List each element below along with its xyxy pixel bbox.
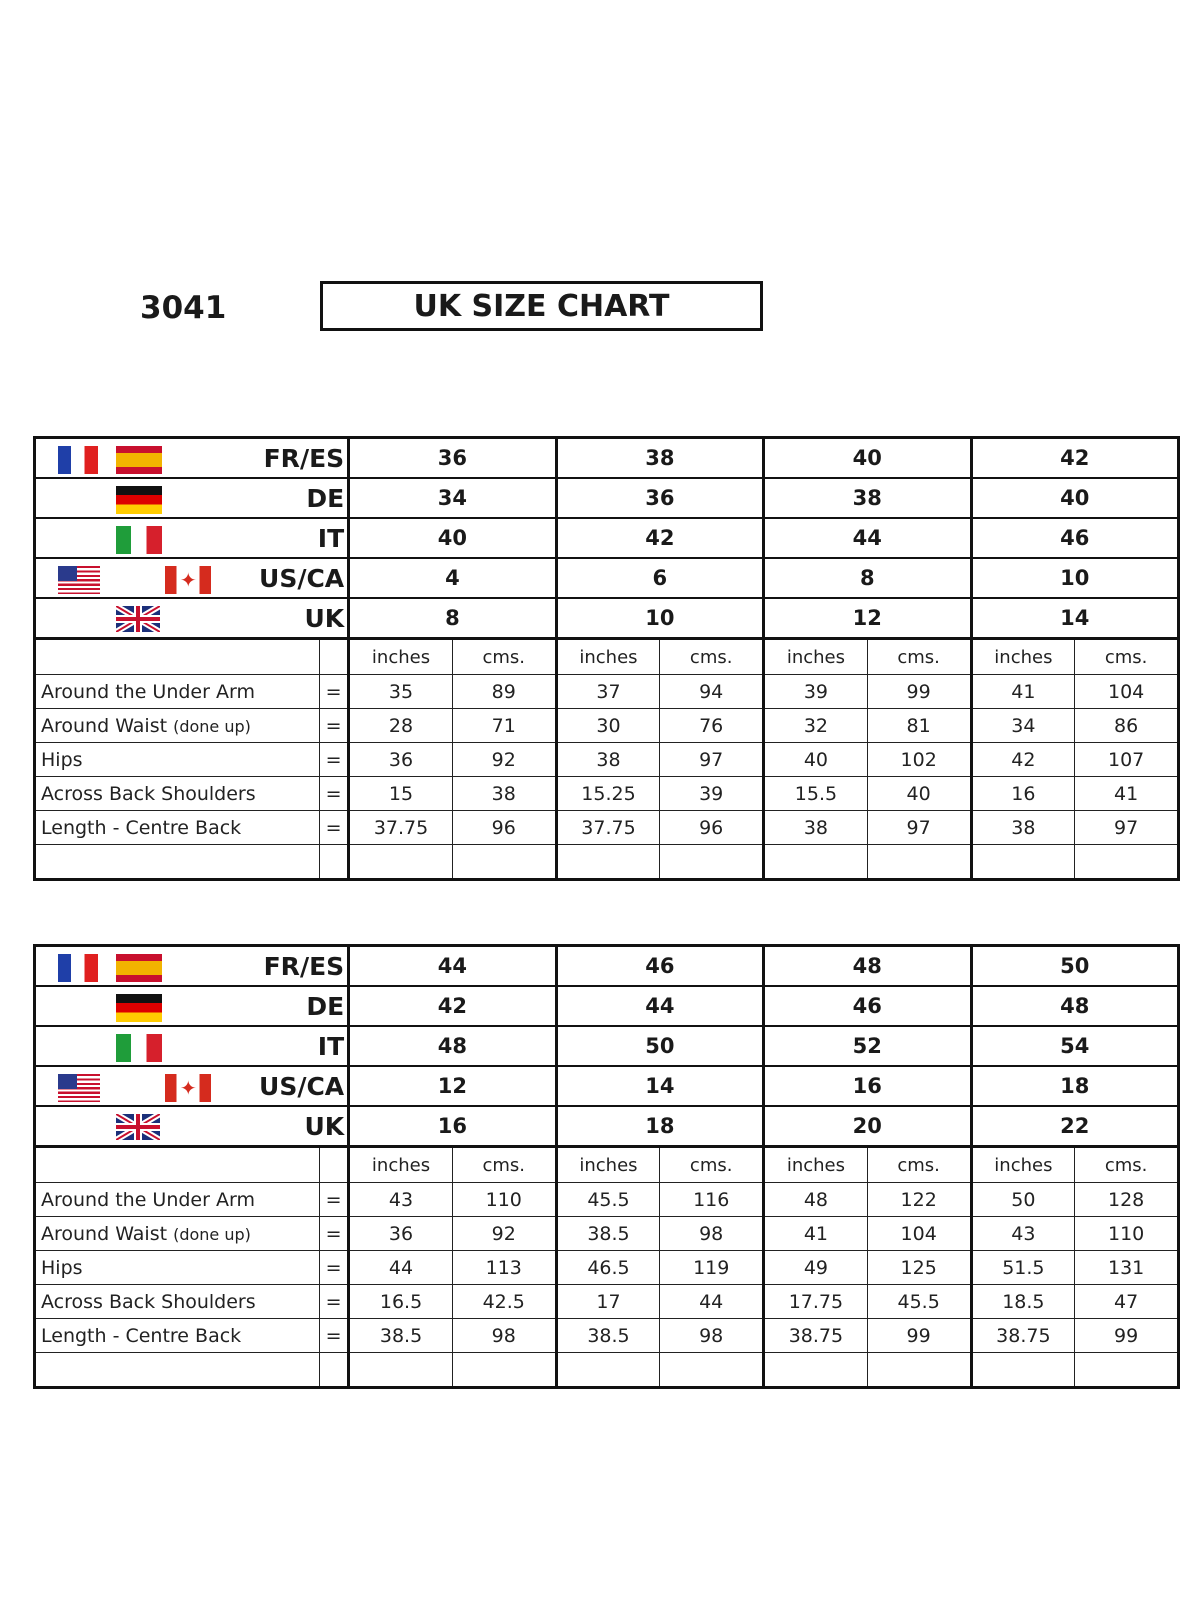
value-cell: 34 [971, 709, 1075, 743]
value-cell: 89 [452, 675, 556, 709]
size-cell: 40 [764, 438, 971, 479]
size-row-it [35, 518, 1179, 558]
size-cell: 48 [764, 946, 971, 987]
value-cell: 42.5 [452, 1285, 556, 1319]
size-row-usca [35, 1066, 1179, 1106]
italy-flag-icon [116, 526, 162, 554]
value-cell: 92 [452, 1217, 556, 1251]
value-cell: 43 [349, 1183, 453, 1217]
size-cell: 16 [349, 1106, 556, 1147]
size-cell: 46 [556, 946, 763, 987]
size-cell: 12 [764, 598, 971, 639]
value-cell: 86 [1075, 709, 1179, 743]
value-cell: 50 [971, 1183, 1075, 1217]
size-cell: 54 [971, 1026, 1178, 1066]
equals-sign: = [319, 1217, 348, 1251]
value-cell: 45.5 [556, 1183, 660, 1217]
size-cell: 48 [349, 1026, 556, 1066]
value-cell: 18.5 [971, 1285, 1075, 1319]
value-cell: 40 [867, 777, 971, 811]
value-cell: 125 [867, 1251, 971, 1285]
country-label: FR/ES [263, 952, 345, 981]
measure-row-length [35, 811, 1179, 845]
size-cell: 8 [349, 598, 556, 639]
measure-row-hips [35, 1251, 1179, 1285]
size-cell: 40 [349, 518, 556, 558]
value-cell: 48 [764, 1183, 868, 1217]
value-cell: 38 [452, 777, 556, 811]
equals-sign: = [319, 1285, 348, 1319]
size-cell: 10 [971, 558, 1178, 598]
value-cell: 116 [660, 1183, 764, 1217]
value-cell: 97 [660, 743, 764, 777]
value-cell: 36 [349, 743, 453, 777]
spain-flag-icon [116, 954, 162, 982]
unit-inches: inches [764, 1147, 868, 1183]
value-cell: 38 [764, 811, 868, 845]
size-row-usca [35, 558, 1179, 598]
value-cell: 41 [1075, 777, 1179, 811]
measure-label: Hips [35, 743, 320, 777]
france-flag-icon [58, 954, 98, 982]
size-cell: 34 [349, 478, 556, 518]
value-cell: 97 [867, 811, 971, 845]
unit-cms: cms. [1075, 1147, 1179, 1183]
value-cell: 32 [764, 709, 868, 743]
size-cell: 44 [764, 518, 971, 558]
germany-flag-icon [116, 486, 162, 514]
value-cell: 16 [971, 777, 1075, 811]
measure-row-underarm [35, 1183, 1179, 1217]
size-cell: 14 [971, 598, 1178, 639]
measure-row-hips [35, 743, 1179, 777]
measure-label: Around the Under Arm [35, 1183, 320, 1217]
value-cell: 49 [764, 1251, 868, 1285]
measure-row-shoulders [35, 1285, 1179, 1319]
measure-label: Length - Centre Back [35, 1319, 320, 1353]
value-cell: 119 [660, 1251, 764, 1285]
measure-row-waist [35, 1217, 1179, 1251]
size-cell: 42 [556, 518, 763, 558]
equals-sign: = [319, 777, 348, 811]
size-cell: 42 [349, 986, 556, 1026]
value-cell: 16.5 [349, 1285, 453, 1319]
canada-flag-icon [165, 566, 211, 594]
unit-inches: inches [349, 639, 453, 675]
size-row-it [35, 1026, 1179, 1066]
value-cell: 71 [452, 709, 556, 743]
size-cell: 8 [764, 558, 971, 598]
equals-sign: = [319, 709, 348, 743]
value-cell: 39 [660, 777, 764, 811]
country-label: FR/ES [263, 444, 345, 473]
value-cell: 113 [452, 1251, 556, 1285]
chart-title: UK SIZE CHART [320, 281, 763, 331]
size-cell: 50 [971, 946, 1178, 987]
italy-flag-icon [116, 1034, 162, 1062]
size-cell: 36 [349, 438, 556, 479]
value-cell: 102 [867, 743, 971, 777]
measure-label: Around Waist (done up) [35, 1217, 320, 1251]
value-cell: 94 [660, 675, 764, 709]
value-cell: 96 [660, 811, 764, 845]
spain-flag-icon [116, 446, 162, 474]
value-cell: 37 [556, 675, 660, 709]
size-cell: 4 [349, 558, 556, 598]
size-cell: 16 [764, 1066, 971, 1106]
empty-row [35, 1353, 1179, 1388]
value-cell: 110 [1075, 1217, 1179, 1251]
value-cell: 28 [349, 709, 453, 743]
value-cell: 17.75 [764, 1285, 868, 1319]
germany-flag-icon [116, 994, 162, 1022]
unit-cms: cms. [452, 639, 556, 675]
value-cell: 81 [867, 709, 971, 743]
value-cell: 42 [971, 743, 1075, 777]
size-cell: 40 [971, 478, 1178, 518]
usa-flag-icon [58, 566, 100, 594]
unit-inches: inches [971, 1147, 1075, 1183]
size-cell: 38 [764, 478, 971, 518]
equals-sign: = [319, 743, 348, 777]
measure-row-length [35, 1319, 1179, 1353]
value-cell: 38.5 [349, 1319, 453, 1353]
value-cell: 104 [867, 1217, 971, 1251]
size-table-2 [33, 944, 1180, 1389]
value-cell: 41 [764, 1217, 868, 1251]
value-cell: 15.5 [764, 777, 868, 811]
value-cell: 92 [452, 743, 556, 777]
equals-sign: = [319, 1319, 348, 1353]
measure-row-underarm [35, 675, 1179, 709]
size-row-fres [35, 438, 1179, 479]
units-row [35, 639, 1179, 675]
unit-inches: inches [556, 639, 660, 675]
value-cell: 38 [556, 743, 660, 777]
value-cell: 38.75 [764, 1319, 868, 1353]
product-code: 3041 [140, 290, 227, 326]
size-cell: 36 [556, 478, 763, 518]
country-label: US/CA [259, 564, 345, 593]
measure-label: Length - Centre Back [35, 811, 320, 845]
value-cell: 41 [971, 675, 1075, 709]
size-row-de [35, 986, 1179, 1026]
size-cell: 10 [556, 598, 763, 639]
value-cell: 99 [867, 1319, 971, 1353]
equals-sign: = [319, 1251, 348, 1285]
value-cell: 36 [349, 1217, 453, 1251]
value-cell: 98 [660, 1217, 764, 1251]
value-cell: 40 [764, 743, 868, 777]
size-cell: 42 [971, 438, 1178, 479]
measure-label: Across Back Shoulders [35, 777, 320, 811]
value-cell: 47 [1075, 1285, 1179, 1319]
measure-label: Around Waist (done up) [35, 709, 320, 743]
value-cell: 110 [452, 1183, 556, 1217]
value-cell: 38.75 [971, 1319, 1075, 1353]
unit-cms: cms. [1075, 639, 1179, 675]
size-cell: 46 [764, 986, 971, 1026]
value-cell: 96 [452, 811, 556, 845]
country-label: IT [317, 1032, 345, 1061]
size-cell: 46 [971, 518, 1178, 558]
value-cell: 99 [867, 675, 971, 709]
uk-flag-icon [116, 1114, 160, 1140]
size-row-uk [35, 1106, 1179, 1147]
value-cell: 107 [1075, 743, 1179, 777]
unit-inches: inches [971, 639, 1075, 675]
unit-cms: cms. [867, 1147, 971, 1183]
size-cell: 12 [349, 1066, 556, 1106]
value-cell: 128 [1075, 1183, 1179, 1217]
unit-inches: inches [556, 1147, 660, 1183]
unit-cms: cms. [452, 1147, 556, 1183]
value-cell: 98 [660, 1319, 764, 1353]
country-label: UK [304, 1112, 345, 1141]
value-cell: 38.5 [556, 1319, 660, 1353]
measure-label: Across Back Shoulders [35, 1285, 320, 1319]
value-cell: 131 [1075, 1251, 1179, 1285]
value-cell: 37.75 [349, 811, 453, 845]
size-row-uk [35, 598, 1179, 639]
value-cell: 44 [349, 1251, 453, 1285]
france-flag-icon [58, 446, 98, 474]
country-label: IT [317, 524, 345, 553]
size-row-de [35, 478, 1179, 518]
value-cell: 51.5 [971, 1251, 1075, 1285]
measure-row-shoulders [35, 777, 1179, 811]
value-cell: 30 [556, 709, 660, 743]
value-cell: 122 [867, 1183, 971, 1217]
size-cell: 48 [971, 986, 1178, 1026]
unit-cms: cms. [867, 639, 971, 675]
value-cell: 99 [1075, 1319, 1179, 1353]
value-cell: 38 [971, 811, 1075, 845]
unit-inches: inches [349, 1147, 453, 1183]
size-cell: 6 [556, 558, 763, 598]
unit-cms: cms. [660, 1147, 764, 1183]
units-row [35, 1147, 1179, 1183]
measure-row-waist [35, 709, 1179, 743]
size-cell: 22 [971, 1106, 1178, 1147]
country-label: DE [306, 992, 345, 1021]
size-cell: 52 [764, 1026, 971, 1066]
measure-note: (done up) [173, 1224, 251, 1244]
size-cell: 20 [764, 1106, 971, 1147]
value-cell: 35 [349, 675, 453, 709]
value-cell: 76 [660, 709, 764, 743]
size-cell: 14 [556, 1066, 763, 1106]
value-cell: 39 [764, 675, 868, 709]
measure-label: Hips [35, 1251, 320, 1285]
value-cell: 104 [1075, 675, 1179, 709]
equals-sign: = [319, 1183, 348, 1217]
unit-inches: inches [764, 639, 868, 675]
value-cell: 43 [971, 1217, 1075, 1251]
value-cell: 45.5 [867, 1285, 971, 1319]
size-cell: 44 [556, 986, 763, 1026]
unit-cms: cms. [660, 639, 764, 675]
size-cell: 18 [556, 1106, 763, 1147]
value-cell: 17 [556, 1285, 660, 1319]
size-cell: 18 [971, 1066, 1178, 1106]
country-label: UK [304, 604, 345, 633]
country-label: US/CA [259, 1072, 345, 1101]
equals-sign: = [319, 675, 348, 709]
value-cell: 38.5 [556, 1217, 660, 1251]
measure-note: (done up) [173, 716, 251, 736]
value-cell: 15.25 [556, 777, 660, 811]
measure-label: Around the Under Arm [35, 675, 320, 709]
uk-flag-icon [116, 606, 160, 632]
value-cell: 37.75 [556, 811, 660, 845]
equals-sign: = [319, 811, 348, 845]
size-table-1 [33, 436, 1180, 881]
value-cell: 46.5 [556, 1251, 660, 1285]
value-cell: 15 [349, 777, 453, 811]
size-cell: 50 [556, 1026, 763, 1066]
canada-flag-icon [165, 1074, 211, 1102]
size-cell: 38 [556, 438, 763, 479]
usa-flag-icon [58, 1074, 100, 1102]
size-row-fres [35, 946, 1179, 987]
value-cell: 98 [452, 1319, 556, 1353]
size-cell: 44 [349, 946, 556, 987]
country-label: DE [306, 484, 345, 513]
empty-row [35, 845, 1179, 880]
value-cell: 44 [660, 1285, 764, 1319]
value-cell: 97 [1075, 811, 1179, 845]
